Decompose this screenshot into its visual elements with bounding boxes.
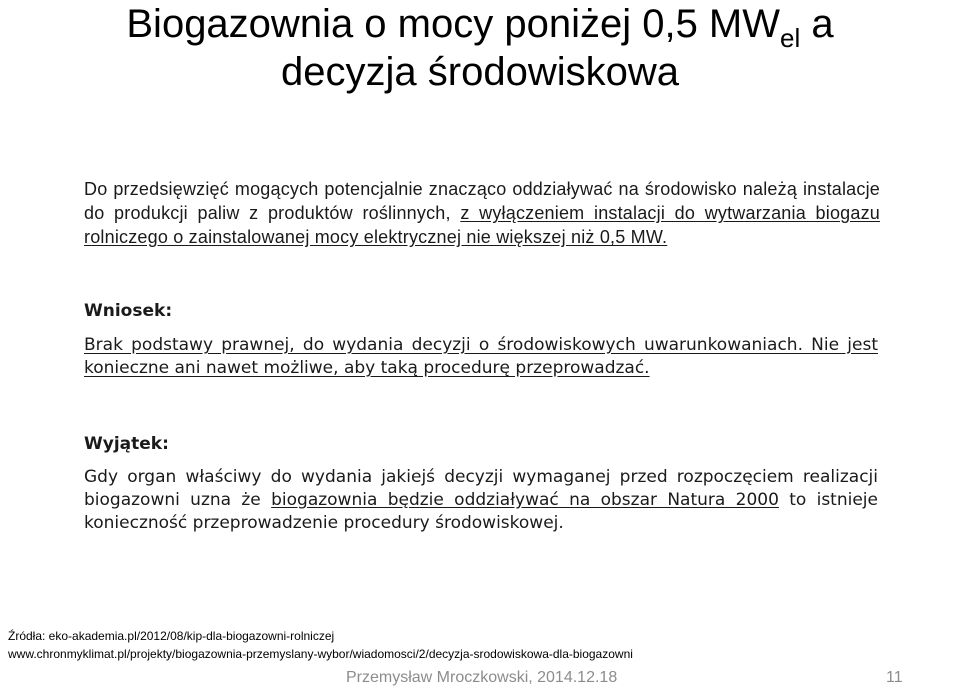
title-line-2: decyzja środowiskowa — [281, 50, 679, 94]
title-subscript: el — [780, 23, 801, 53]
title-text: Biogazownia o mocy poniżej 0,5 MW — [126, 2, 781, 46]
exception-label: Wyjątek: — [84, 434, 169, 454]
page-number: 11 — [886, 669, 903, 686]
exception-underlined-text: biogazownia będzie oddziaływać na obszar Natura 2000 — [271, 490, 779, 510]
intro-underlined-text: z wyłączeniem instalacji do wytwarzania biogazu rolniczego o zainstalowanej mocy elektrycznej nie większej niż 0,5 MW. — [84, 203, 881, 247]
exception-text: Gdy organ właściwy do wydania jakiejś decyzji wymaganej przed rozpoczęciem realizacji biogazowni uzna że — [84, 467, 878, 510]
intro-text: Do przedsięwzięć mogących potencjalnie znacząco oddziaływać na środowisko należą instalacje do produkcji paliw z produktów roślinnych, — [84, 179, 880, 223]
sources-block — [8, 627, 958, 663]
source-line-2: www.chronmyklimat.pl/projekty/biogazownia-przemyslany-wybor/wiadomosci/2/decyzja-srodowiskowa-dla-biogazowni — [8, 647, 633, 661]
footer-author: Przemysław Mroczkowski, 2014.12.18 — [346, 669, 618, 686]
conclusion-text: Brak podstawy prawnej, do wydania decyzji o środowiskowych uwarunkowaniach. Nie jest konieczne ani nawet możliwe, aby taką procedurę przeprowadzać. — [84, 335, 878, 378]
source-line-1: Źródła: eko-akademia.pl/2012/08/kip-dla-biogazowni-rolniczej — [8, 629, 335, 643]
exception-paragraph — [84, 466, 878, 535]
title-text-end: a — [800, 2, 834, 46]
conclusion-label: Wniosek: — [84, 301, 173, 321]
exception-text-end: to istnieje konieczność przeprowadzenie procedury środowiskowej. — [84, 490, 878, 533]
title-line-1 — [40, 0, 920, 53]
intro-paragraph — [84, 177, 880, 249]
slide-title — [40, 0, 920, 96]
